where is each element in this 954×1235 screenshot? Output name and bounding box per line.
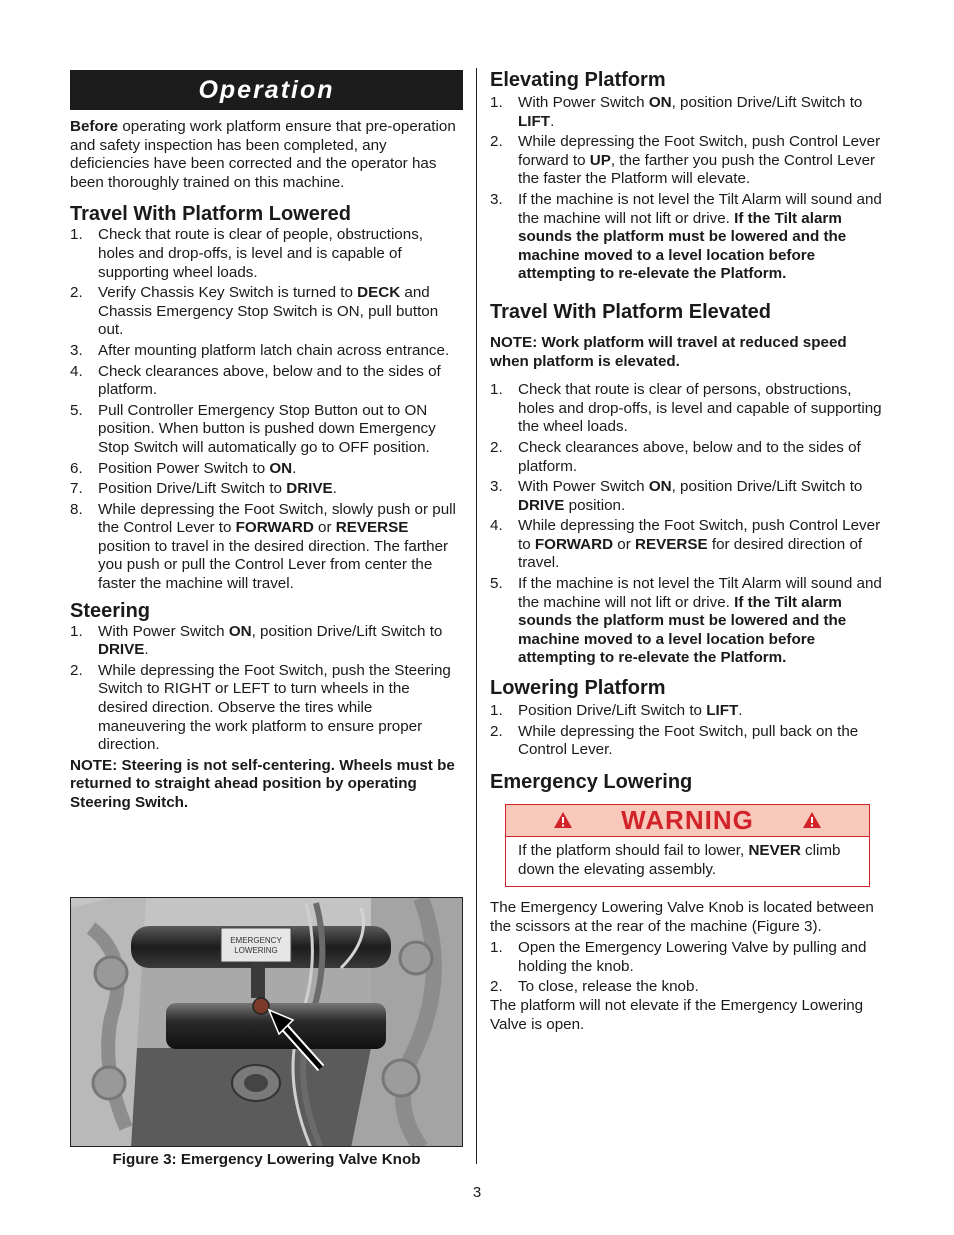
warning-never: NEVER <box>748 841 801 859</box>
step-text: If the machine is not level the Tilt Alarm will sound and the machine will not lift or drive. <box>518 190 882 227</box>
step-text: Position Drive/Lift Switch to <box>518 702 707 720</box>
step-number: 2. <box>490 133 503 151</box>
warning-triangle-icon <box>553 811 573 829</box>
step-text: position to travel in the desired direction. The farther you push or pull the Control Lever from center the faster the machine will travel. <box>98 537 449 593</box>
intro-lead: Before <box>70 118 119 135</box>
step-text: ON <box>269 459 293 477</box>
step-text: , the farther you push the Control Lever the faster the Platform will elevate. <box>518 151 876 188</box>
step-text: If the Tilt alarm sounds the platform must be lowered and the machine moved to a level location before attempting to re-elevate the Platform. <box>518 209 847 283</box>
step-text: Check that route is clear of persons, obstructions, holes and drop-offs, is level and capable of supporting the wheel loads. <box>518 381 882 436</box>
step-text: While depressing the Foot Switch, pull back on the Control Lever. <box>518 722 859 759</box>
step-text: DRIVE <box>98 641 145 659</box>
step-text: With Power Switch <box>518 478 649 496</box>
step-text: While depressing the Foot Switch, push Control Lever to <box>518 517 881 553</box>
step-text: . <box>292 459 297 477</box>
step-text: If the Tilt alarm sounds the platform must be lowered and the machine moved to a level location before attempting to re-elevate the Platform. <box>518 593 847 667</box>
intro-text: operating work platform ensure that pre-operation and safety inspection has been completed, any deficiencies have been corrected and the operator has been thoroughly trained on this machine. <box>70 118 456 191</box>
steering-steps <box>70 623 463 755</box>
list-item <box>70 480 463 499</box>
step-text: While depressing the Foot Switch, push Control Lever forward to <box>518 133 881 169</box>
step-text: Position Power Switch to <box>98 459 270 477</box>
page-number: 3 <box>472 1184 482 1201</box>
intro-paragraph <box>70 118 463 192</box>
step-text: With Power Switch <box>98 622 229 640</box>
step-text: Position Drive/Lift Switch to <box>98 480 287 498</box>
emergency-valve-photo <box>71 898 463 1147</box>
list-item <box>70 460 463 479</box>
step-text: With Power Switch <box>518 94 649 111</box>
step-number: 4. <box>490 517 503 535</box>
step-number: 1. <box>490 939 503 957</box>
list-item <box>70 226 463 282</box>
list-item <box>490 94 885 131</box>
step-number: 2. <box>70 284 83 302</box>
step-text: REVERSE <box>635 535 708 553</box>
step-text: , position Drive/Lift Switch to <box>671 94 863 111</box>
step-text: ON <box>648 94 672 111</box>
list-item <box>70 501 463 594</box>
list-item <box>490 702 885 721</box>
heading-travel-elevated: Travel With Platform Elevated <box>490 300 772 323</box>
step-text: . <box>550 112 555 130</box>
step-number: 3. <box>490 190 503 208</box>
step-text: LIFT <box>706 702 739 720</box>
heading-elevating: Elevating Platform <box>490 69 666 91</box>
step-text: Check that route is clear of people, obstructions, holes and drop-offs, is level and is capable of supporting wheel loads. <box>98 226 424 281</box>
list-item <box>490 439 885 476</box>
list-item <box>490 575 885 668</box>
step-text: , position Drive/Lift Switch to <box>251 622 443 640</box>
figure-photo <box>70 897 463 1147</box>
step-text: or <box>313 519 336 537</box>
step-number: 2. <box>70 661 83 679</box>
operation-banner <box>70 70 463 110</box>
step-text: . <box>144 641 149 659</box>
step-number: 2. <box>490 978 503 996</box>
step-text: FORWARD <box>235 519 314 537</box>
list-item <box>70 402 463 458</box>
step-text: FORWARD <box>534 535 614 553</box>
travel-elevated-steps <box>490 381 885 668</box>
list-item <box>490 133 885 189</box>
list-item <box>70 363 463 400</box>
list-item <box>490 381 885 437</box>
figure-caption: Figure 3: Emergency Lowering Valve Knob <box>112 1151 421 1168</box>
step-text: DRIVE <box>518 496 565 514</box>
step-text: and Chassis Emergency Stop Switch is ON, pull button out. <box>98 284 439 339</box>
step-text: Open the Emergency Lowering Valve by pulling and holding the knob. <box>518 939 867 975</box>
step-text: DRIVE <box>286 480 333 498</box>
heading-steering: Steering <box>70 599 151 622</box>
step-number: 1. <box>490 381 503 399</box>
step-number: 3. <box>70 341 83 359</box>
list-item <box>490 517 885 573</box>
left-column <box>70 68 463 813</box>
step-text: To close, release the knob. <box>518 978 699 996</box>
emergency-steps <box>490 939 885 997</box>
steering-note: NOTE: Steering is not self-centering. Wheels must be returned to straight ahead position by operating Steering Switch. <box>70 756 455 811</box>
valve-knob <box>253 998 269 1014</box>
warning-title: WARNING <box>621 804 754 835</box>
step-number: 5. <box>490 575 503 593</box>
warning-triangle-icon <box>802 811 822 829</box>
column-divider <box>476 68 477 1164</box>
list-item <box>490 939 885 976</box>
list-item <box>490 478 885 515</box>
step-text: UP <box>589 151 611 169</box>
emergency-location-text: The Emergency Lowering Valve Knob is located between the scissors at the rear of the machine (Figure 3). <box>490 899 874 935</box>
list-item <box>70 623 463 660</box>
step-number: 3. <box>490 478 503 496</box>
warning-header <box>506 805 869 837</box>
step-number: 2. <box>490 722 503 740</box>
emergency-closing-text: The platform will not elevate if the Emergency Lowering Valve is open. <box>490 996 864 1033</box>
step-number: 6. <box>70 459 83 477</box>
step-number: 8. <box>70 500 83 518</box>
step-number: 1. <box>490 702 503 720</box>
step-text: . <box>738 702 743 720</box>
step-text: REVERSE <box>335 519 409 537</box>
list-item <box>70 662 463 755</box>
step-number: 5. <box>70 401 83 419</box>
step-text: LIFT <box>518 112 551 130</box>
step-text: . <box>332 480 337 498</box>
heading-emergency: Emergency Lowering <box>490 770 693 793</box>
list-item <box>70 284 463 340</box>
photo-label-line2: LOWERING <box>234 946 278 955</box>
list-item <box>490 978 885 997</box>
travel-elevated-note: NOTE: Work platform will travel at reduced speed when platform is elevated. <box>490 333 847 370</box>
step-number: 2. <box>490 438 503 456</box>
travel-lowered-steps <box>70 226 463 593</box>
list-item <box>490 191 885 284</box>
step-text: Verify Chassis Key Switch is turned to <box>98 284 358 302</box>
list-item <box>490 723 885 760</box>
warning-box <box>505 804 870 887</box>
step-number: 1. <box>70 622 83 640</box>
warning-text-c: climb down the elevating assembly. <box>518 841 841 879</box>
step-text: Check clearances above, below and to the sides of platform. <box>98 362 441 399</box>
step-text: While depressing the Foot Switch, push the Steering Switch to RIGHT or LEFT to turn wheels in the desired direction. Observe the tires while maneuvering the work platform to ensure proper direction. <box>98 661 451 754</box>
step-text: After mounting platform latch chain across entrance. <box>98 341 450 359</box>
step-number: 4. <box>70 362 83 380</box>
step-text: , position Drive/Lift Switch to <box>671 478 863 496</box>
step-text: position. <box>564 496 626 514</box>
step-text: ON <box>648 478 672 496</box>
warning-text-a: If the platform should fail to lower, <box>518 841 749 859</box>
elevating-steps <box>490 94 885 284</box>
step-text: Pull Controller Emergency Stop Button out to ON position. When button is pushed down Emergency Stop Switch will automatically go to OFF position. <box>98 401 436 456</box>
lowering-steps <box>490 702 885 760</box>
heading-lowering: Lowering Platform <box>490 677 666 700</box>
step-number: 7. <box>70 480 83 498</box>
step-text: If the machine is not level the Tilt Alarm will sound and the machine will not lift or drive. <box>518 575 882 611</box>
step-text: or <box>613 535 636 553</box>
step-text: While depressing the Foot Switch, slowly push or pull the Control Lever to <box>98 500 456 537</box>
step-text: for desired direction of travel. <box>518 535 863 572</box>
step-number: 1. <box>70 226 83 244</box>
right-column <box>490 68 885 1034</box>
photo-label-line1: EMERGENCY <box>230 936 282 945</box>
step-text: DECK <box>357 284 401 302</box>
list-item <box>70 342 463 361</box>
step-text: ON <box>228 622 252 640</box>
heading-travel-lowered: Travel With Platform Lowered <box>70 203 351 226</box>
warning-text <box>506 837 869 886</box>
step-number: 1. <box>490 94 503 111</box>
step-text: Check clearances above, below and to the sides of platform. <box>518 438 861 475</box>
operation-title: Operation <box>198 75 335 104</box>
